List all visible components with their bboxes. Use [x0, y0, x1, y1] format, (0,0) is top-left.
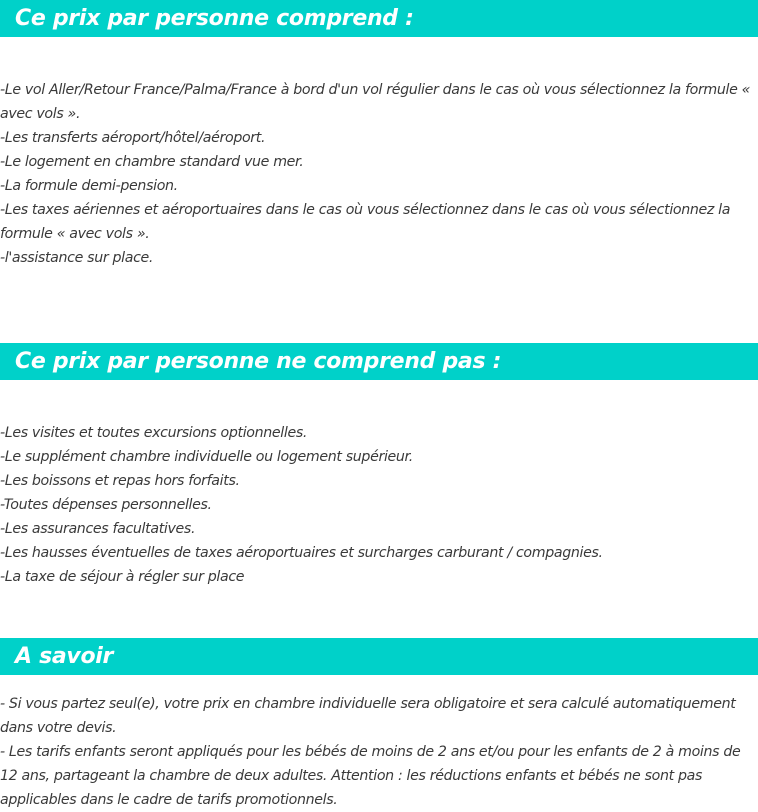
not-included-item: -Les hausses éventuelles de taxes aéroportuaires et surcharges carburant / compagnies. — [0, 545, 603, 561]
included-item: -Les transferts aéroport/hôtel/aéroport. — [0, 130, 266, 146]
not-included-item: -Les visites et toutes excursions optionnelles. — [0, 425, 308, 441]
section-title-not-included: Ce prix par personne ne comprend pas : — [0, 343, 758, 380]
not-included-item: -Le supplément chambre individuelle ou logement supérieur. — [0, 449, 413, 465]
good-to-know-item: - Si vous partez seul(e), votre prix en chambre individuelle sera obligatoire et sera calculé automatiquement dans votre devis. — [0, 696, 736, 736]
included-item: -l'assistance sur place. — [0, 250, 154, 266]
included-list — [0, 78, 752, 270]
section-title-good-to-know: A savoir — [0, 638, 758, 675]
section-title-included: Ce prix par personne comprend : — [0, 0, 758, 37]
included-item: -Les taxes aériennes et aéroportuaires dans le cas où vous sélectionnez dans le cas où vous sélectionnez la formule « avec vols ». — [0, 202, 731, 242]
not-included-item: -La taxe de séjour à régler sur place — [0, 569, 245, 585]
included-item: -La formule demi-pension. — [0, 178, 178, 194]
not-included-item: -Les boissons et repas hors forfaits. — [0, 473, 240, 489]
not-included-item: -Les assurances facultatives. — [0, 521, 196, 537]
not-included-item: -Toutes dépenses personnelles. — [0, 497, 212, 513]
good-to-know-list — [0, 692, 752, 812]
not-included-list — [0, 421, 752, 589]
good-to-know-item: - Les tarifs enfants seront appliqués pour les bébés de moins de 2 ans et/ou pour les enfants de 2 à moins de 12 ans, partageant la chambre de deux adultes. Attention : les réductions enfants et bébés ne sont pas applicables dans le cadre de tarifs promotionnels. — [0, 744, 741, 808]
included-item: -Le vol Aller/Retour France/Palma/France à bord d'un vol régulier dans le cas où vous sélectionnez la formule « avec vols ». — [0, 82, 751, 122]
included-item: -Le logement en chambre standard vue mer. — [0, 154, 304, 170]
